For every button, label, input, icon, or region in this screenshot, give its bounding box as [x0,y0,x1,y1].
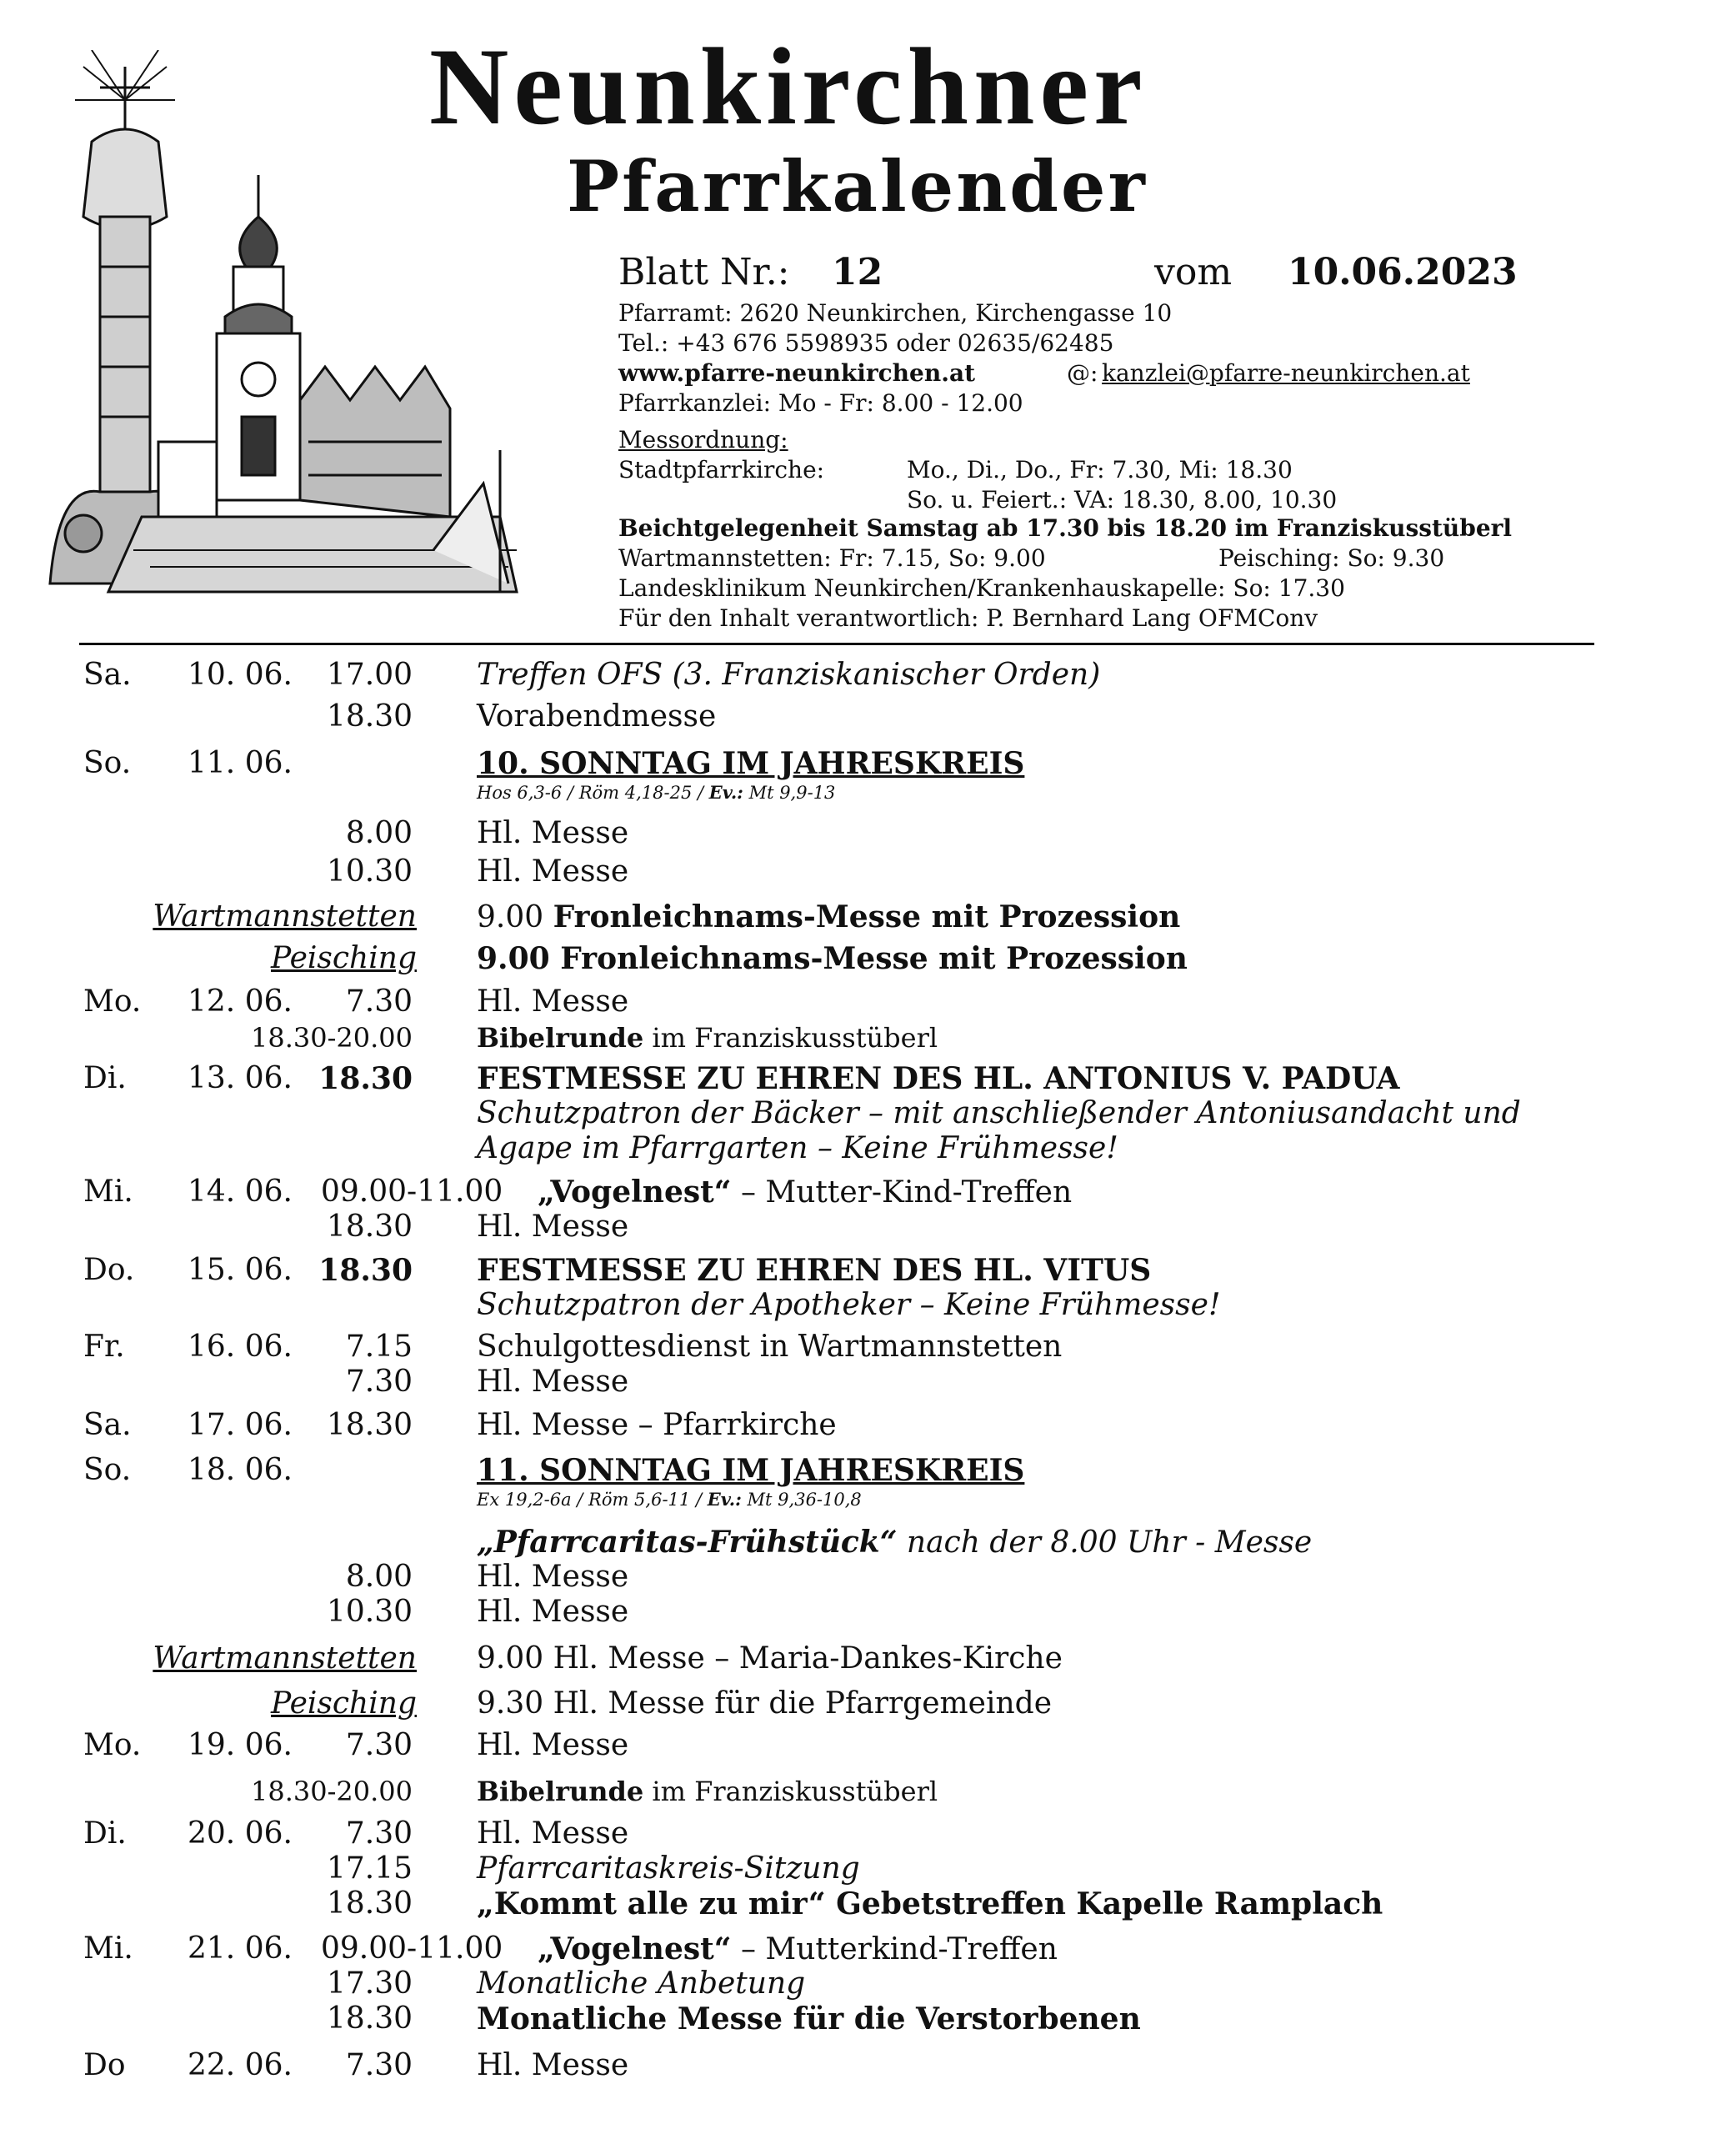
row-time: 18.30-20.00 [250,1022,413,1054]
row-event [477,1527,1312,1558]
event-title: „Vogelnest“ [538,1931,732,1966]
row-event: Hl. Messe [477,816,629,850]
event-subtitle: – Mutter-Kind-Treffen [731,1175,1073,1210]
stadtpfarrkirche-label: Stadtpfarrkirche: [618,456,825,483]
row-place: Peisching [271,941,417,975]
stadtpfarrkirche-sunday: So. u. Feiert.: VA: 18.30, 8.00, 10.30 [907,486,1338,513]
title-pfarrkalender: Pfarrkalender [567,145,1148,228]
row-time: 7.30 [345,1728,413,1762]
row-date: 13. 06. [188,1061,293,1095]
row-event: 9.00 Fronleichnams-Messe mit Prozession [477,941,1188,976]
feast-description: Schutzpatron der Bäcker – mit anschließender Antoniusandacht und [477,1096,1521,1130]
office-hours: Pfarrkanzlei: Mo - Fr: 8.00 - 12.00 [618,389,1023,417]
row-event: Pfarrcaritaskreis-Sitzung [477,1851,860,1886]
row-date: 18. 06. [188,1453,293,1487]
row-time: 7.30 [345,1816,413,1851]
row-day: Do. [83,1253,135,1287]
row-time: 8.00 [345,816,413,850]
church-illustration [33,50,533,609]
header-divider [79,643,1594,645]
feast-description: Agape im Pfarrgarten – Keine Frühmesse! [477,1131,1118,1165]
row-event: Schulgottesdienst in Wartmannstetten [477,1330,1063,1364]
row-event: Hl. Messe [477,1210,629,1244]
row-time: 10.30 [326,854,413,889]
row-date: 20. 06. [188,1816,293,1851]
row-event: Hl. Messe [477,2048,629,2082]
row-date: 22. 06. [188,2048,293,2082]
row-place: Peisching [271,1686,417,1721]
row-event: Monatliche Anbetung [477,1966,806,2001]
row-day: Mi. [83,1931,133,1966]
readings-ev-label: Ev.: [707,1489,742,1510]
row-event: Vorabendmesse [477,699,717,734]
responsible-person: Für den Inhalt verantwortlich: P. Bernhard Lang OFMConv [618,604,1318,632]
email-prefix: @: [1067,359,1098,387]
wartmannstetten-times: Wartmannstetten: Fr: 7.15, So: 9.00 [618,544,1046,572]
row-event: Hl. Messe [477,1728,629,1762]
row-event: Hl. Messe [477,1560,629,1594]
row-date: 15. 06. [188,1253,293,1287]
row-day: Di. [83,1061,127,1095]
row-event [538,1177,1072,1208]
row-place: Wartmannstetten [153,899,417,934]
row-day: So. [83,746,132,780]
row-date: 12. 06. [188,984,293,1019]
event-location: im Franziskusstüberl [643,1022,938,1054]
row-event: Hl. Messe [477,1365,629,1399]
feast-title: FESTMESSE ZU EHREN DES HL. ANTONIUS V. PADUA [477,1061,1400,1096]
row-event: Hl. Messe [477,1816,629,1851]
row-time: 18.30-20.00 [250,1776,413,1807]
row-time: 18.30 [318,1061,413,1096]
row-event: Hl. Messe – Pfarrkirche [477,1408,837,1442]
peisching-times: Peisching: So: 9.30 [1218,544,1445,572]
readings-gospel: Mt 9,9-13 [743,783,836,803]
event-subtitle: – Mutterkind-Treffen [731,1932,1058,1966]
row-time: 18.30 [326,699,413,734]
event-title: Bibelrunde [477,1776,644,1807]
parish-phone: Tel.: +43 676 5598935 oder 02635/62485 [618,329,1114,357]
row-date: 14. 06. [188,1175,293,1209]
row-time: 18.30 [326,1886,413,1921]
readings-gospel: Mt 9,36-10,8 [741,1490,862,1510]
row-day: Mo. [83,1728,142,1762]
row-place: Wartmannstetten [153,1641,417,1676]
blatt-number: 12 [832,251,883,293]
blatt-label: Blatt Nr.: [618,251,790,293]
row-date: 11. 06. [188,746,293,780]
row-day: Sa. [83,658,132,692]
row-day: Di. [83,1816,127,1851]
row-event: 9.30 Hl. Messe für die Pfarrgemeinde [477,1686,1052,1721]
row-event: 9.00 Hl. Messe – Maria-Dankes-Kirche [477,1641,1063,1676]
row-day: Fr. [83,1330,125,1364]
row-event [477,1022,938,1054]
row-time: 17.15 [326,1851,413,1886]
row-event: Hl. Messe [477,854,629,889]
row-time: 7.15 [345,1330,413,1364]
row-time: 18.30 [318,1253,413,1288]
row-date: 21. 06. [188,1931,293,1966]
klinikum-times: Landesklinikum Neunkirchen/Krankenhauskapelle: So: 17.30 [618,574,1345,602]
row-time: 8.00 [345,1560,413,1594]
email-link[interactable]: kanzlei@pfarre-neunkirchen.at [1102,359,1470,387]
sunday-title: 11. SONNTAG IM JAHRESKREIS [477,1453,1025,1488]
row-event: Treffen OFS (3. Franziskanischer Orden) [477,658,1101,692]
website-link[interactable]: www.pfarre-neunkirchen.at [618,359,976,387]
row-date: 19. 06. [188,1728,293,1762]
row-day: Mi. [83,1175,133,1209]
messordnung-label: Messordnung: [618,426,788,453]
sunday-readings [477,1490,862,1509]
feast-title: FESTMESSE ZU EHREN DES HL. VITUS [477,1253,1152,1288]
row-event [538,1931,1058,1966]
row-time: 7.30 [345,984,413,1019]
row-date: 10. 06. [188,658,293,692]
event-title: „Vogelnest“ [538,1175,732,1210]
row-time: 18.30 [326,1210,413,1244]
row-event: Monatliche Messe für die Verstorbenen [477,2001,1141,2036]
row-time: 17.00 [326,658,413,692]
row-event: Hl. Messe [477,984,629,1019]
stadtpfarrkirche-weekday: Mo., Di., Do., Fr: 7.30, Mi: 18.30 [907,456,1293,483]
row-time: 7.30 [345,1365,413,1399]
confession-times: Beichtgelegenheit Samstag ab 17.30 bis 18.20 im Franziskusstüberl [618,514,1513,542]
row-time: 18.30 [326,1408,413,1442]
row-time: 09.00-11.00 [321,1175,503,1209]
row-event: „Kommt alle zu mir“ Gebetstreffen Kapelle Ramplach [477,1886,1383,1921]
event-time: 9.00 [477,900,553,934]
row-date: 16. 06. [188,1330,293,1364]
row-event [477,1776,938,1807]
row-date: 17. 06. [188,1408,293,1442]
issue-date: 10.06.2023 [1288,251,1518,293]
row-time: 7.30 [345,2048,413,2082]
event-title: Bibelrunde [477,1022,644,1054]
row-time: 18.30 [326,2001,413,2036]
event-subtitle: nach der 8.00 Uhr - Messe [897,1525,1313,1560]
row-event [477,899,1181,934]
readings-ev-label: Ev.: [708,782,743,803]
row-time: 10.30 [326,1595,413,1629]
title-neunkirchner: Neunkirchner [429,25,1148,148]
row-day: Sa. [83,1408,132,1442]
event-location: im Franziskusstüberl [643,1776,938,1807]
row-day: So. [83,1453,132,1487]
row-day: Do [83,2048,126,2082]
vom-label: vom [1154,251,1233,293]
row-time: 09.00-11.00 [321,1931,503,1966]
sunday-title: 10. SONNTAG IM JAHRESKREIS [477,746,1025,781]
parish-address: Pfarramt: 2620 Neunkirchen, Kirchengasse 10 [618,299,1173,327]
row-time: 17.30 [326,1966,413,2001]
row-event: Hl. Messe [477,1595,629,1629]
readings-text: Hos 6,3-6 / Röm 4,18-25 / [477,783,709,803]
sunday-readings [477,784,835,802]
feast-description: Schutzpatron der Apotheker – Keine Frühmesse! [477,1288,1221,1322]
row-day: Mo. [83,984,142,1019]
readings-text: Ex 19,2-6a / Röm 5,6-11 / [477,1490,708,1510]
event-title: „Pfarrcaritas-Frühstück“ [477,1525,898,1560]
event-title: Fronleichnams-Messe mit Prozession [553,899,1181,934]
